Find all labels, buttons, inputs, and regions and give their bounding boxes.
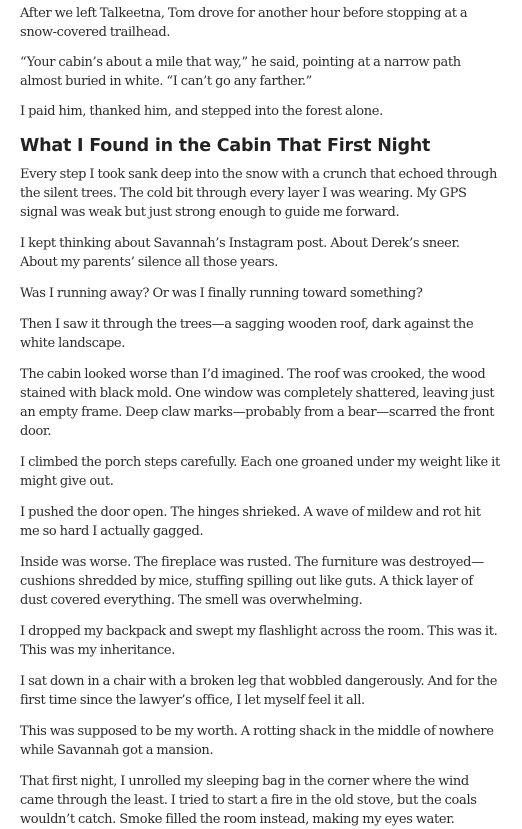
paragraph-broken-chair: I sat down in a chair with a broken leg that wobbled dangerously. And for the first time since the lawyer’s office, I let myself feel it all. [20, 674, 498, 708]
paragraph-saw-roof: Then I saw it through the trees—a sagging wooden roof, dark against the white landscape. [20, 317, 474, 351]
paragraph-first-night: That first night, I unrolled my sleeping bag in the corner where the wind came through the least. I tried to start a fire in the old stove, but the coals wouldn’t catch. Smoke filled the room instead, making my eyes water. [20, 774, 477, 827]
paragraph-running-away: Was I running away? Or was I finally running toward something? [20, 286, 423, 301]
paragraph-stepped-alone: I paid him, thanked him, and stepped into the forest alone. [20, 104, 383, 119]
paragraph-cabin-condition: The cabin looked worse than I’d imagined. The roof was crooked, the wood stained with black mold. One window was completely shattered, leaving just an empty frame. Deep claw marks—probably from a bear—scarred the front door. [20, 367, 495, 439]
paragraph-porch-steps: I climbed the porch steps carefully. Each one groaned under my weight like it might give out. [20, 455, 500, 489]
paragraph-savannah-post: I kept thinking about Savannah’s Instagram post. About Derek’s sneer. About my parents’ silence all those years. [20, 236, 460, 270]
paragraph-my-worth: This was supposed to be my worth. A rotting shack in the middle of nowhere while Savannah got a mansion. [20, 724, 494, 758]
paragraph-door-open: I pushed the door open. The hinges shrieked. A wave of mildew and rot hit me so hard I actually gagged. [20, 505, 481, 539]
paragraph-tom-quote: “Your cabin’s about a mile that way,” he said, pointing at a narrow path almost buried in white. “I can’t go any farther.” [20, 55, 461, 89]
paragraph-trailhead: After we left Talkeetna, Tom drove for another hour before stopping at a snow-covered trailhead. [20, 6, 468, 40]
section-heading: What I Found in the Cabin That First Night [20, 136, 431, 156]
paragraph-inside-worse: Inside was worse. The fireplace was rusted. The furniture was destroyed—cushions shredded by mice, stuffing spilling out like guts. A thick layer of dust covered everything. The smell was overwhelming. [20, 555, 484, 608]
paragraph-flashlight: I dropped my backpack and swept my flashlight across the room. This was it. This was my inheritance. [20, 624, 498, 658]
paragraph-snow-steps: Every step I took sank deep into the snow with a crunch that echoed through the silent trees. The cold bit through every layer I was wearing. My GPS signal was weak but just strong enough to guide me forward. [20, 167, 498, 220]
